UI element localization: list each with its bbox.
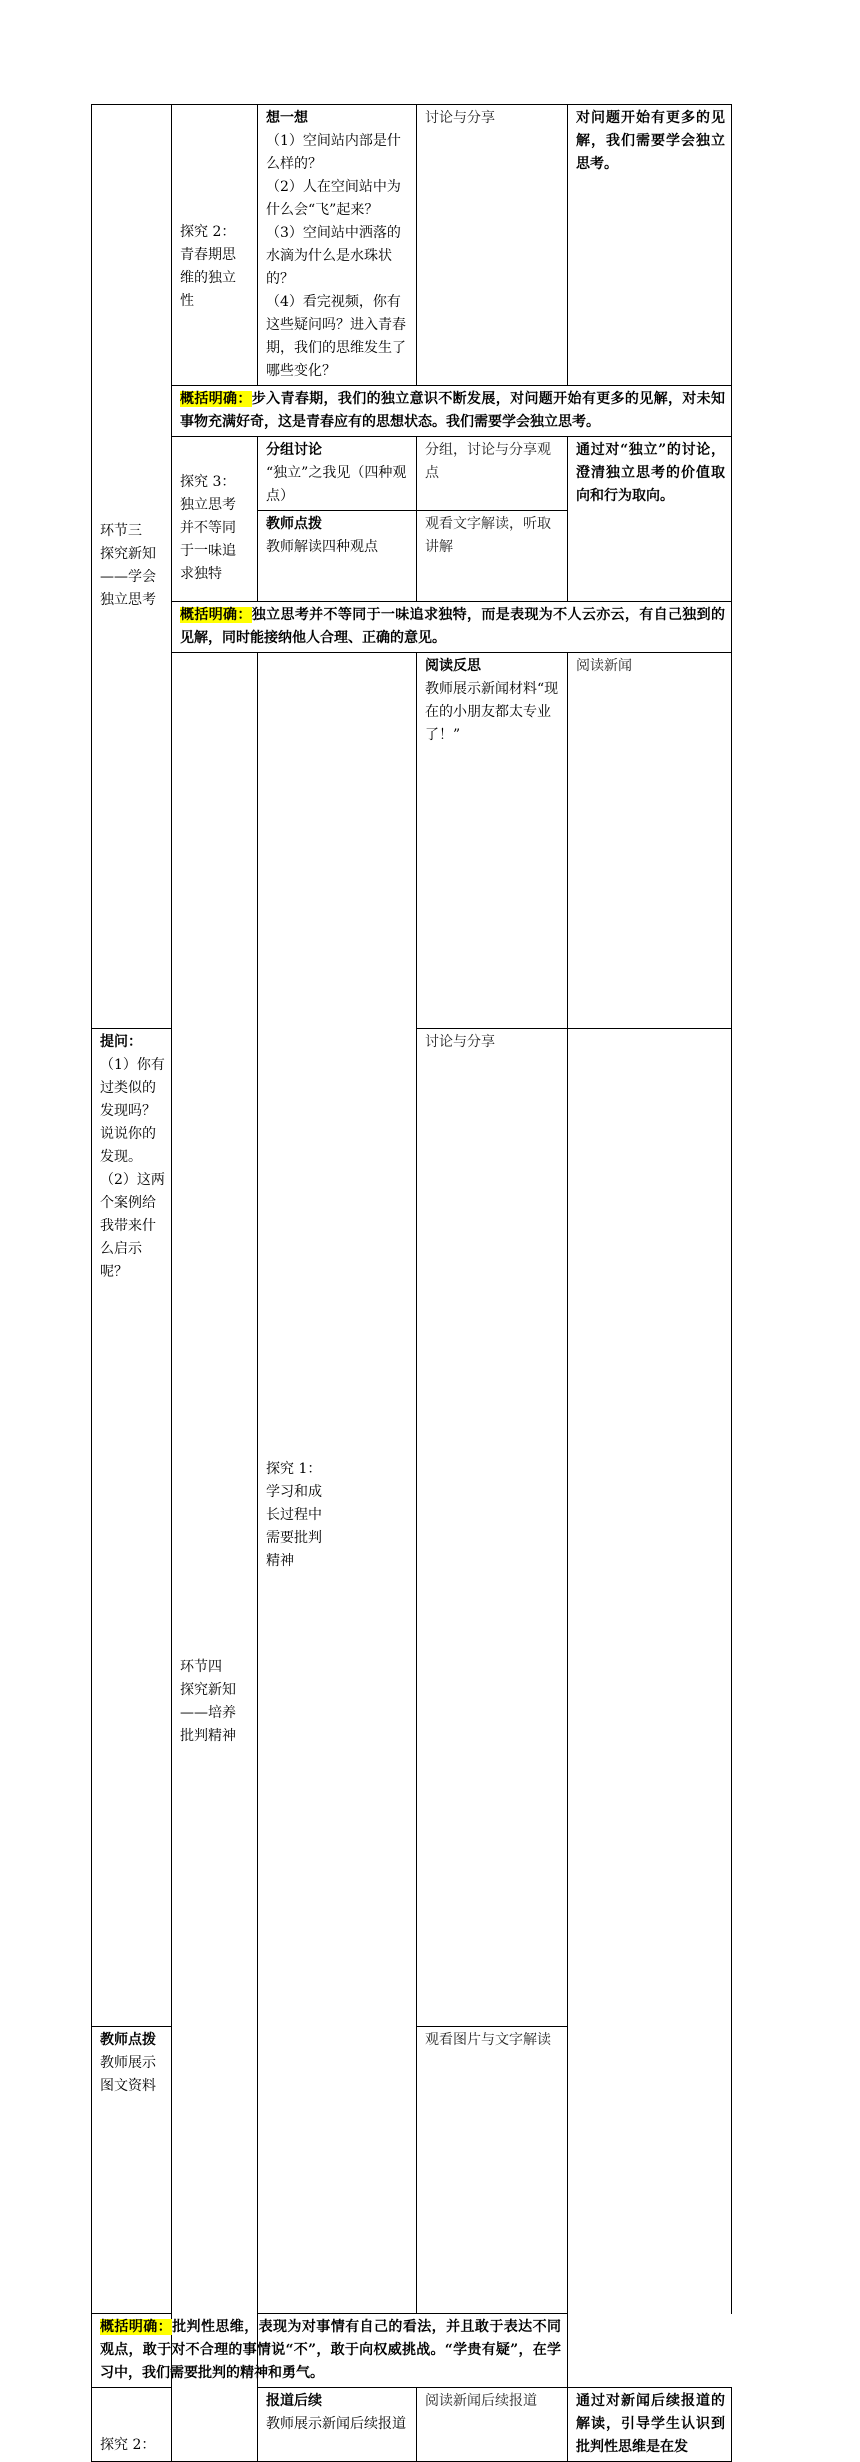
teacher-activity-cell bbox=[258, 511, 417, 602]
summary-label: 概括明确： bbox=[180, 391, 252, 407]
table-row bbox=[92, 386, 732, 437]
activity-title: 提问： bbox=[100, 1033, 142, 1050]
inquiry-line: 青春期思 bbox=[180, 247, 236, 263]
section-line: ——培养 bbox=[180, 1705, 236, 1721]
inquiry-line: 求独特 bbox=[180, 565, 222, 582]
teacher-activity-cell bbox=[92, 2027, 172, 2314]
summary-text: 步入青春期，我们的独立意识不断发展，对问题开始有更多的见解，对未知事物充满好奇，这是青春应有的思想状态。我们需要学会独立思考。 bbox=[180, 391, 726, 430]
inquiry-line: 需要批判 bbox=[266, 1529, 322, 1546]
inquiry-line: 独立思考 bbox=[180, 496, 236, 513]
summary-cell bbox=[172, 602, 732, 653]
table-row bbox=[92, 105, 732, 386]
summary-label: 概括明确： bbox=[180, 607, 252, 623]
teacher-activity-cell bbox=[92, 1028, 172, 2027]
student-activity-cell: 阅读新闻后续报道 bbox=[417, 2388, 568, 2462]
section-line: 独立思考 bbox=[100, 592, 156, 609]
inquiry-line: 长过程中 bbox=[266, 1506, 322, 1523]
inquiry-line: 并不等同 bbox=[180, 519, 236, 536]
teacher-activity-cell bbox=[258, 2388, 417, 2462]
inquiry-line: 性 bbox=[180, 293, 194, 309]
question-item: （2）这两个案例给我带来什么启示呢？ bbox=[100, 1171, 165, 1280]
student-activity-cell: 分组，讨论与分享观点 bbox=[417, 437, 568, 511]
summary-label: 概括明确： bbox=[100, 2319, 173, 2335]
activity-title: 教师点拨 bbox=[266, 516, 322, 532]
inquiry-line: 于一味追 bbox=[180, 542, 236, 559]
question-item: （3）空间站中洒落的水滴为什么是水珠状的？ bbox=[266, 225, 401, 287]
activity-title: 教师点拨 bbox=[100, 2032, 156, 2049]
activity-text: 教师展示图文资料 bbox=[100, 2055, 156, 2095]
inquiry-line: 探究 2： bbox=[180, 224, 236, 240]
teacher-activity-cell bbox=[417, 653, 568, 1029]
summary-text: 批判性思维，表现为对事情有自己的看法，并且敢于表达不同观点，敢于对不合理的事情说“不”，敢于向权威挑战。“学贵有疑”，在学习中，我们需要批判的精神和勇气。 bbox=[100, 2319, 562, 2381]
student-activity-cell: 观看文字解读，听取讲解 bbox=[417, 511, 568, 602]
table-row bbox=[92, 437, 732, 511]
inquiry-cell bbox=[172, 437, 258, 602]
table-row bbox=[92, 653, 732, 1029]
question-item: （1）空间站内部是什么样的？ bbox=[266, 133, 401, 172]
student-activity-cell: 讨论与分享 bbox=[417, 1028, 568, 2027]
section-line: 环节四 bbox=[180, 1659, 222, 1675]
summary-cell bbox=[172, 386, 732, 437]
section-line: 探究新知 bbox=[100, 546, 156, 563]
design-intent-cell: 对问题开始有更多的见解，我们需要学会独立思考。 bbox=[568, 105, 732, 386]
section-line: ——学会 bbox=[100, 569, 156, 586]
inquiry-cell bbox=[258, 653, 417, 2314]
activity-title: 阅读反思 bbox=[425, 658, 481, 674]
inquiry-cell bbox=[172, 105, 258, 386]
teacher-activity-cell bbox=[258, 105, 417, 386]
inquiry-cell bbox=[92, 2388, 172, 2462]
table-row bbox=[92, 2314, 732, 2388]
activity-title: 分组讨论 bbox=[266, 442, 322, 458]
table-row bbox=[92, 602, 732, 653]
summary-text: 独立思考并不等同于一味追求独特，而是表现为不人云亦云，有自己独到的见解，同时能接纳他人合理、正确的意见。 bbox=[180, 607, 726, 646]
activity-text: 教师解读四种观点 bbox=[266, 539, 378, 555]
design-intent-cell: 通过对新闻后续报道的解读，引导学生认识到批判性思维是在发 bbox=[568, 2388, 732, 2462]
inquiry-line: 维的独立 bbox=[180, 270, 236, 286]
section-line: 探究新知 bbox=[180, 1682, 236, 1698]
teacher-activity-cell bbox=[258, 437, 417, 511]
activity-text: “独立”之我见（四种观点） bbox=[266, 465, 407, 504]
student-activity-cell: 讨论与分享 bbox=[417, 105, 568, 386]
inquiry-line: 探究 1： bbox=[266, 1460, 322, 1477]
activity-title: 报道后续 bbox=[266, 2393, 322, 2409]
activity-title: 想一想 bbox=[266, 110, 308, 126]
design-intent-cell: 通过对“独立”的讨论，澄清独立思考的价值取向和行为取向。 bbox=[568, 437, 732, 602]
section-line: 批判精神 bbox=[180, 1728, 236, 1744]
lesson-plan-table bbox=[91, 104, 732, 2462]
student-activity-cell: 阅读新闻 bbox=[568, 653, 732, 1029]
inquiry-line: 探究 2： bbox=[100, 2437, 156, 2453]
student-activity-cell: 观看图片与文字解读 bbox=[417, 2027, 568, 2314]
inquiry-line: 精神 bbox=[266, 1552, 294, 1569]
section-cell-4 bbox=[172, 653, 258, 2462]
section-line: 环节三 bbox=[100, 523, 142, 540]
summary-cell bbox=[92, 2314, 568, 2388]
inquiry-line: 学习和成 bbox=[266, 1483, 322, 1500]
section-cell-3 bbox=[92, 105, 172, 1029]
inquiry-line: 探究 3： bbox=[180, 473, 236, 490]
activity-text: 教师展示新闻后续报道 bbox=[266, 2416, 406, 2432]
question-item: （1）你有过类似的发现吗？说说你的发现。 bbox=[100, 1056, 165, 1165]
question-item: （2）人在空间站中为什么会“飞”起来？ bbox=[266, 179, 401, 218]
question-item: （4）看完视频，你有这些疑问吗？进入青春期，我们的思维发生了哪些变化？ bbox=[266, 294, 406, 379]
activity-text: 教师展示新闻材料“现在的小朋友都太专业了！” bbox=[425, 681, 559, 743]
